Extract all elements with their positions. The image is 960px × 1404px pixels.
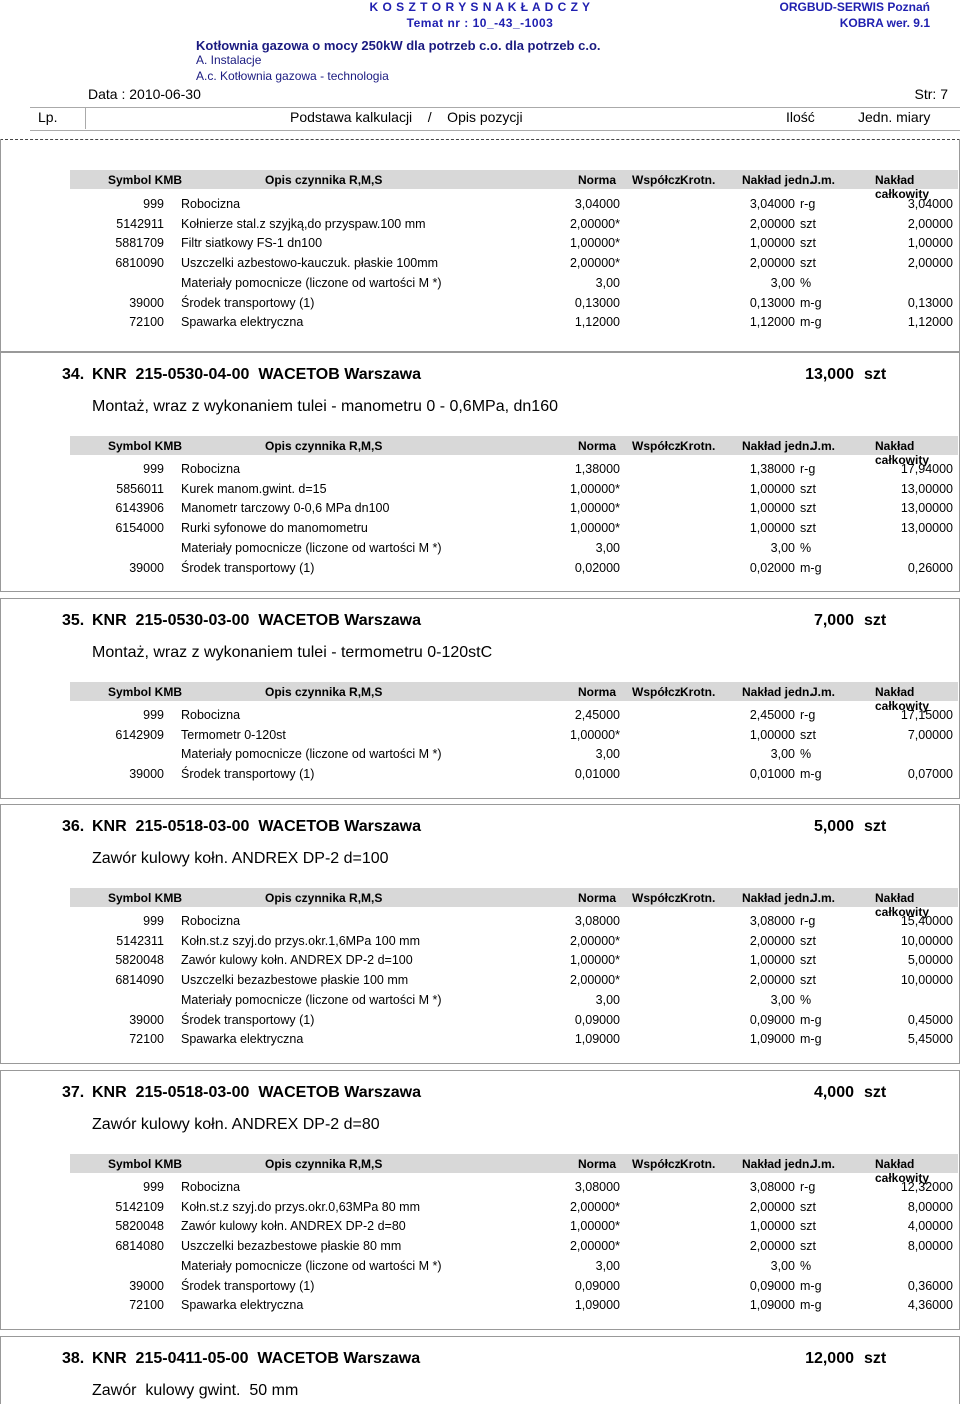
cell-nakl: 1,00000 [749,1219,795,1234]
cell-jm: r-g [800,708,816,722]
item-quantity: 4,000 [813,1084,854,1101]
cell-sym: 72100 [129,315,164,330]
item-code: KNR 215-0411-05-00 WACETOB Warszawa [92,1350,421,1367]
cell-tot: 17,15000 [900,708,953,722]
cell-desc: Środek transportowy (1) [181,295,315,310]
cell-tot: 13,00000 [900,521,953,536]
item-number: 35. [62,612,85,629]
cell-sym: 6154000 [115,521,164,536]
cell-nakl: 0,09000 [749,1012,795,1027]
cell-desc: Spawarka elektryczna [181,315,304,330]
cell-nakl: 1,00000 [749,727,795,742]
cell-nakl: 2,00000 [749,1239,795,1254]
program-version: KOBRA wer. 9.1 [839,16,930,30]
cell-norm: 1,09000 [574,1032,620,1047]
cell-jm: szt [800,953,816,968]
cell-sym: 6810090 [115,256,164,271]
cell-desc: Robocizna [181,462,241,476]
cell-jm: szt [800,256,816,271]
cell-nakl: 3,00 [770,992,795,1007]
item-block-border [0,352,960,592]
cell-desc: Środek transportowy (1) [181,560,315,575]
cell-norm: 3,08000 [574,914,620,928]
document-date: Data : 2010-06-30 [88,86,201,102]
cell-sym: 6143906 [115,501,164,516]
cell-norm: 3,08000 [574,1180,620,1194]
cell-nakl: 3,08000 [749,914,795,928]
cell-nakl: 1,00000 [749,953,795,968]
cell-tot: 0,07000 [907,767,953,782]
th-norma: Norma [578,439,617,453]
th-total: Nakład całkowity [875,173,930,201]
cell-norm: 3,04000 [574,197,620,211]
th-jm: J.m. [811,1157,836,1171]
cell-sym: 39000 [129,560,164,575]
cell-norm: 3,00 [595,747,620,762]
cell-tot: 5,00000 [907,953,953,968]
cell-tot: 3,04000 [907,197,953,211]
cell-desc: Kołn.st.z szyj.do przys.okr.1,6MPa 100 mm [181,933,420,948]
cell-tot: 2,00000 [907,256,953,271]
cell-sym: 39000 [129,295,164,310]
cell-desc: Robocizna [181,1180,241,1194]
cell-nakl: 1,00000 [749,521,795,536]
cell-jm: % [800,1258,812,1273]
cell-jm: % [800,747,812,762]
cell-jm: szt [800,727,816,742]
cell-desc: Materiały pomocnicze (liczone od wartości M *) [181,992,442,1007]
cell-jm: m-g [800,315,822,330]
cell-sym: 6814090 [115,973,164,988]
th-jm: J.m. [811,685,836,699]
cell-tot: 10,00000 [900,973,953,988]
cell-nakl: 0,09000 [749,1278,795,1293]
cell-jm: m-g [800,560,822,575]
cell-norm: 2,00000* [569,933,620,948]
cell-nakl: 0,13000 [749,295,795,310]
cell-desc: Filtr siatkowy FS-1 dn100 [181,236,323,251]
cell-norm: 1,09000 [574,1298,620,1313]
cell-jm: % [800,540,812,555]
cell-jm: szt [800,1239,816,1254]
cell-jm: m-g [800,295,822,310]
cell-nakl: 3,00 [770,275,795,290]
cell-nakl: 3,08000 [749,1180,795,1194]
item-number: 34. [62,366,85,383]
cell-sym: 5142911 [116,216,164,231]
cell-norm: 3,00 [595,1258,620,1273]
cell-sym: 5820048 [115,953,164,968]
cell-desc: Materiały pomocnicze (liczone od wartości M *) [181,1258,442,1273]
item-unit: szt [864,1350,887,1367]
item-description: Montaż, wraz z wykonaniem tulei - termometru 0-120stC [92,644,493,661]
cell-desc: Środek transportowy (1) [181,1278,315,1293]
cell-norm: 2,45000 [574,708,620,722]
th-wsp: Współcz. [632,173,685,187]
cell-nakl: 2,00000 [749,216,795,231]
cell-nakl: 3,00 [770,1258,795,1273]
th-total: Nakład całkowity [875,439,930,467]
item-description: Montaż, wraz z wykonaniem tulei - manometru 0 - 0,6MPa, dn160 [92,398,558,415]
item-block-border [0,1336,960,1404]
cell-norm: 2,00000* [569,256,620,271]
cell-desc: Uszczelki azbestowo-kauczuk. płaskie 100mm [181,256,439,271]
cell-jm: m-g [800,1298,822,1313]
th-opis: Opis czynnika R,M,S [265,439,383,453]
cell-jm: m-g [800,1032,822,1047]
cell-desc: Termometr 0-120st [181,727,286,742]
cell-tot: 15,40000 [900,914,953,928]
item-description: Zawór kulowy kołn. ANDREX DP-2 d=80 [92,1116,380,1133]
cell-norm: 0,01000 [574,767,620,782]
item-description: Zawór kulowy kołn. ANDREX DP-2 d=100 [92,850,389,867]
cell-jm: szt [800,481,816,496]
cell-nakl: 2,00000 [749,933,795,948]
th-nakl: Nakład jedn. [742,439,813,453]
th-nakl: Nakład jedn. [742,1157,813,1171]
cell-tot: 0,13000 [907,295,953,310]
cell-jm: szt [800,973,816,988]
item-unit: szt [864,818,887,835]
cell-desc: Środek transportowy (1) [181,1012,315,1027]
th-wsp: Współcz. [632,891,685,905]
cell-nakl: 0,01000 [749,767,795,782]
cell-jm: % [800,275,812,290]
cell-sym: 5881709 [115,236,164,251]
cell-desc: Rurki syfonowe do manomometru [181,521,368,536]
item-code: KNR 215-0530-04-00 WACETOB Warszawa [92,366,422,383]
cell-nakl: 1,12000 [749,315,795,330]
cell-nakl: 2,00000 [749,256,795,271]
cell-sym: 5856011 [116,481,164,496]
cell-desc: Zawór kulowy kołn. ANDREX DP-2 d=100 [181,953,413,968]
cell-nakl: 2,45000 [749,708,795,722]
cell-nakl: 2,00000 [749,1199,795,1214]
cell-jm: m-g [800,1012,822,1027]
cell-jm: r-g [800,197,816,211]
cell-tot: 5,45000 [907,1032,953,1047]
th-krotn: Krotn. [680,173,716,187]
cell-jm: szt [800,501,816,516]
th-jm: J.m. [811,891,836,905]
cell-desc: Spawarka elektryczna [181,1032,304,1047]
cell-desc: Materiały pomocnicze (liczone od wartości M *) [181,747,442,762]
cell-tot: 8,00000 [907,1199,953,1214]
th-sym: Symbol KMB [108,891,183,905]
cell-nakl: 3,00 [770,540,795,555]
cell-norm: 0,09000 [574,1012,620,1027]
cell-sym: 72100 [129,1032,164,1047]
cell-sym: 5142311 [116,933,164,948]
cell-jm: szt [800,933,816,948]
item-code: KNR 215-0518-03-00 WACETOB Warszawa [92,1084,422,1101]
cell-sym: 39000 [129,767,164,782]
col-lp: Lp. [38,109,58,125]
cell-nakl: 1,00000 [749,236,795,251]
col-podstawa: Podstawa kalkulacji / Opis pozycji [290,109,523,125]
cell-norm: 2,00000* [569,1239,620,1254]
cell-jm: r-g [800,914,816,928]
cell-sym: 6142909 [115,727,164,742]
cell-sym: 5820048 [115,1219,164,1234]
th-jm: J.m. [811,439,836,453]
cell-norm: 2,00000* [569,216,620,231]
th-krotn: Krotn. [680,1157,716,1171]
cell-norm: 1,38000 [574,462,620,476]
th-sym: Symbol KMB [108,173,183,187]
cell-sym: 6814080 [115,1239,164,1254]
cell-tot: 1,00000 [907,236,953,251]
cell-desc: Robocizna [181,708,241,722]
cell-norm: 0,02000 [574,560,620,575]
th-wsp: Współcz. [632,685,685,699]
item-block-border [0,1070,960,1330]
cell-sym: 39000 [129,1012,164,1027]
item-quantity: 7,000 [813,612,854,629]
item-number: 36. [62,818,85,835]
cell-norm: 1,00000* [569,953,620,968]
cell-nakl: 3,00 [770,747,795,762]
cell-jm: szt [800,236,816,251]
cell-jm: m-g [800,767,822,782]
th-nakl: Nakład jedn. [742,891,813,905]
cell-tot: 1,12000 [907,315,953,330]
cell-norm: 1,12000 [574,315,620,330]
cell-norm: 3,00 [595,275,620,290]
cell-nakl: 1,09000 [749,1032,795,1047]
item-block-border [0,598,960,799]
cell-jm: m-g [800,1278,822,1293]
cell-jm: szt [800,521,816,536]
cell-desc: Kurek manom.gwint. d=15 [181,481,327,496]
project-section: A. Instalacje [196,53,262,67]
cell-tot: 4,36000 [907,1298,953,1313]
item-code: KNR 215-0518-03-00 WACETOB Warszawa [92,818,422,835]
cell-sym: 5142109 [115,1199,164,1214]
company-name: ORGBUD-SERWIS Poznań [779,0,930,14]
cell-tot: 13,00000 [900,481,953,496]
th-wsp: Współcz. [632,439,685,453]
item-number: 38. [62,1350,85,1367]
th-norma: Norma [578,173,617,187]
cell-norm: 2,00000* [569,973,620,988]
cell-jm: szt [800,216,816,231]
cell-jm: r-g [800,462,816,476]
cell-desc: Materiały pomocnicze (liczone od wartości M *) [181,540,442,555]
cell-norm: 0,13000 [574,295,620,310]
cell-desc: Spawarka elektryczna [181,1298,304,1313]
cell-norm: 3,00 [595,992,620,1007]
item-quantity: 13,000 [805,366,854,383]
th-norma: Norma [578,1157,617,1171]
th-norma: Norma [578,685,617,699]
cell-sym: 72100 [129,1298,164,1313]
program-name: K O S Z T O R Y S N A K Ł A D C Z Y [369,0,591,14]
column-header-border [30,107,960,131]
cell-sym: 999 [143,462,164,476]
cell-desc: Manometr tarczowy 0-0,6 MPa dn100 [181,501,390,516]
item-unit: szt [864,612,887,629]
cell-sym: 999 [143,197,164,211]
page-number: Str: 7 [914,86,948,102]
th-opis: Opis czynnika R,M,S [265,1157,383,1171]
cell-nakl: 1,38000 [749,462,795,476]
block-border [0,139,960,352]
column-divider [85,107,86,129]
project-subsection: A.c. Kotłownia gazowa - technologia [196,69,389,83]
th-jm: J.m. [811,173,836,187]
cell-norm: 0,09000 [574,1278,620,1293]
col-jedn: Jedn. miary [858,109,931,125]
th-total: Nakład całkowity [875,891,930,919]
cell-jm: szt [800,1199,816,1214]
cell-tot: 0,45000 [907,1012,953,1027]
th-opis: Opis czynnika R,M,S [265,685,383,699]
cell-desc: Zawór kulowy kołn. ANDREX DP-2 d=80 [181,1219,406,1234]
cell-nakl: 1,00000 [749,501,795,516]
cell-desc: Robocizna [181,197,241,211]
project-title: Kotłownia gazowa o mocy 250kW dla potrzeb c.o. dla potrzeb c.o. [196,38,601,53]
th-opis: Opis czynnika R,M,S [265,173,383,187]
cell-tot: 8,00000 [907,1239,953,1254]
cell-nakl: 1,00000 [749,481,795,496]
th-krotn: Krotn. [680,685,716,699]
cell-sym: 999 [143,914,164,928]
cell-norm: 1,00000* [569,481,620,496]
cell-tot: 13,00000 [900,501,953,516]
item-quantity: 5,000 [813,818,854,835]
item-code: KNR 215-0530-03-00 WACETOB Warszawa [92,612,422,629]
th-sym: Symbol KMB [108,439,183,453]
cell-desc: Środek transportowy (1) [181,767,315,782]
cell-tot: 0,36000 [907,1278,953,1293]
temat-number: Temat nr : 10_-43_-1003 [406,16,554,30]
th-nakl: Nakład jedn. [742,685,813,699]
cell-nakl: 1,09000 [749,1298,795,1313]
cell-tot: 0,26000 [907,560,953,575]
cell-nakl: 2,00000 [749,973,795,988]
th-sym: Symbol KMB [108,1157,183,1171]
th-nakl: Nakład jedn. [742,173,813,187]
cell-tot: 2,00000 [907,216,953,231]
cell-tot: 17,94000 [900,462,953,476]
cell-norm: 1,00000* [569,521,620,536]
th-sym: Symbol KMB [108,685,183,699]
cell-desc: Kołnierze stal.z szyjką,do przyspaw.100 mm [181,216,426,231]
cell-nakl: 0,02000 [749,560,795,575]
th-total: Nakład całkowity [875,685,930,713]
cell-tot: 7,00000 [907,727,953,742]
cell-desc: Kołn.st.z szyj.do przys.okr.0,63MPa 80 mm [181,1199,420,1214]
th-wsp: Współcz. [632,1157,685,1171]
item-quantity: 12,000 [805,1350,854,1367]
cell-norm: 2,00000* [569,1199,620,1214]
cell-sym: 999 [143,1180,164,1194]
cell-norm: 1,00000* [569,236,620,251]
cell-norm: 1,00000* [569,727,620,742]
col-ilosc: Ilość [786,109,815,125]
cell-tot: 4,00000 [907,1219,953,1234]
th-krotn: Krotn. [680,891,716,905]
cell-nakl: 3,04000 [749,197,795,211]
cell-desc: Uszczelki bezazbestowe płaskie 100 mm [181,973,409,988]
cell-desc: Uszczelki bezazbestowe płaskie 80 mm [181,1239,402,1254]
cell-tot: 12,32000 [900,1180,953,1194]
cell-desc: Materiały pomocnicze (liczone od wartości M *) [181,275,442,290]
cell-norm: 1,00000* [569,1219,620,1234]
item-block-border [0,804,960,1064]
cell-sym: 999 [143,708,164,722]
cell-desc: Robocizna [181,914,241,928]
item-description: Zawór kulowy gwint. 50 mm [92,1382,299,1399]
th-total: Nakład całkowity [875,1157,930,1185]
th-norma: Norma [578,891,617,905]
item-number: 37. [62,1084,85,1101]
cell-jm: r-g [800,1180,816,1194]
th-opis: Opis czynnika R,M,S [265,891,383,905]
cell-norm: 3,00 [595,540,620,555]
item-unit: szt [864,1084,887,1101]
cell-tot: 10,00000 [900,933,953,948]
item-unit: szt [864,366,887,383]
cell-sym: 39000 [129,1278,164,1293]
cell-jm: szt [800,1219,816,1234]
cell-jm: % [800,992,812,1007]
cell-norm: 1,00000* [569,501,620,516]
th-krotn: Krotn. [680,439,716,453]
